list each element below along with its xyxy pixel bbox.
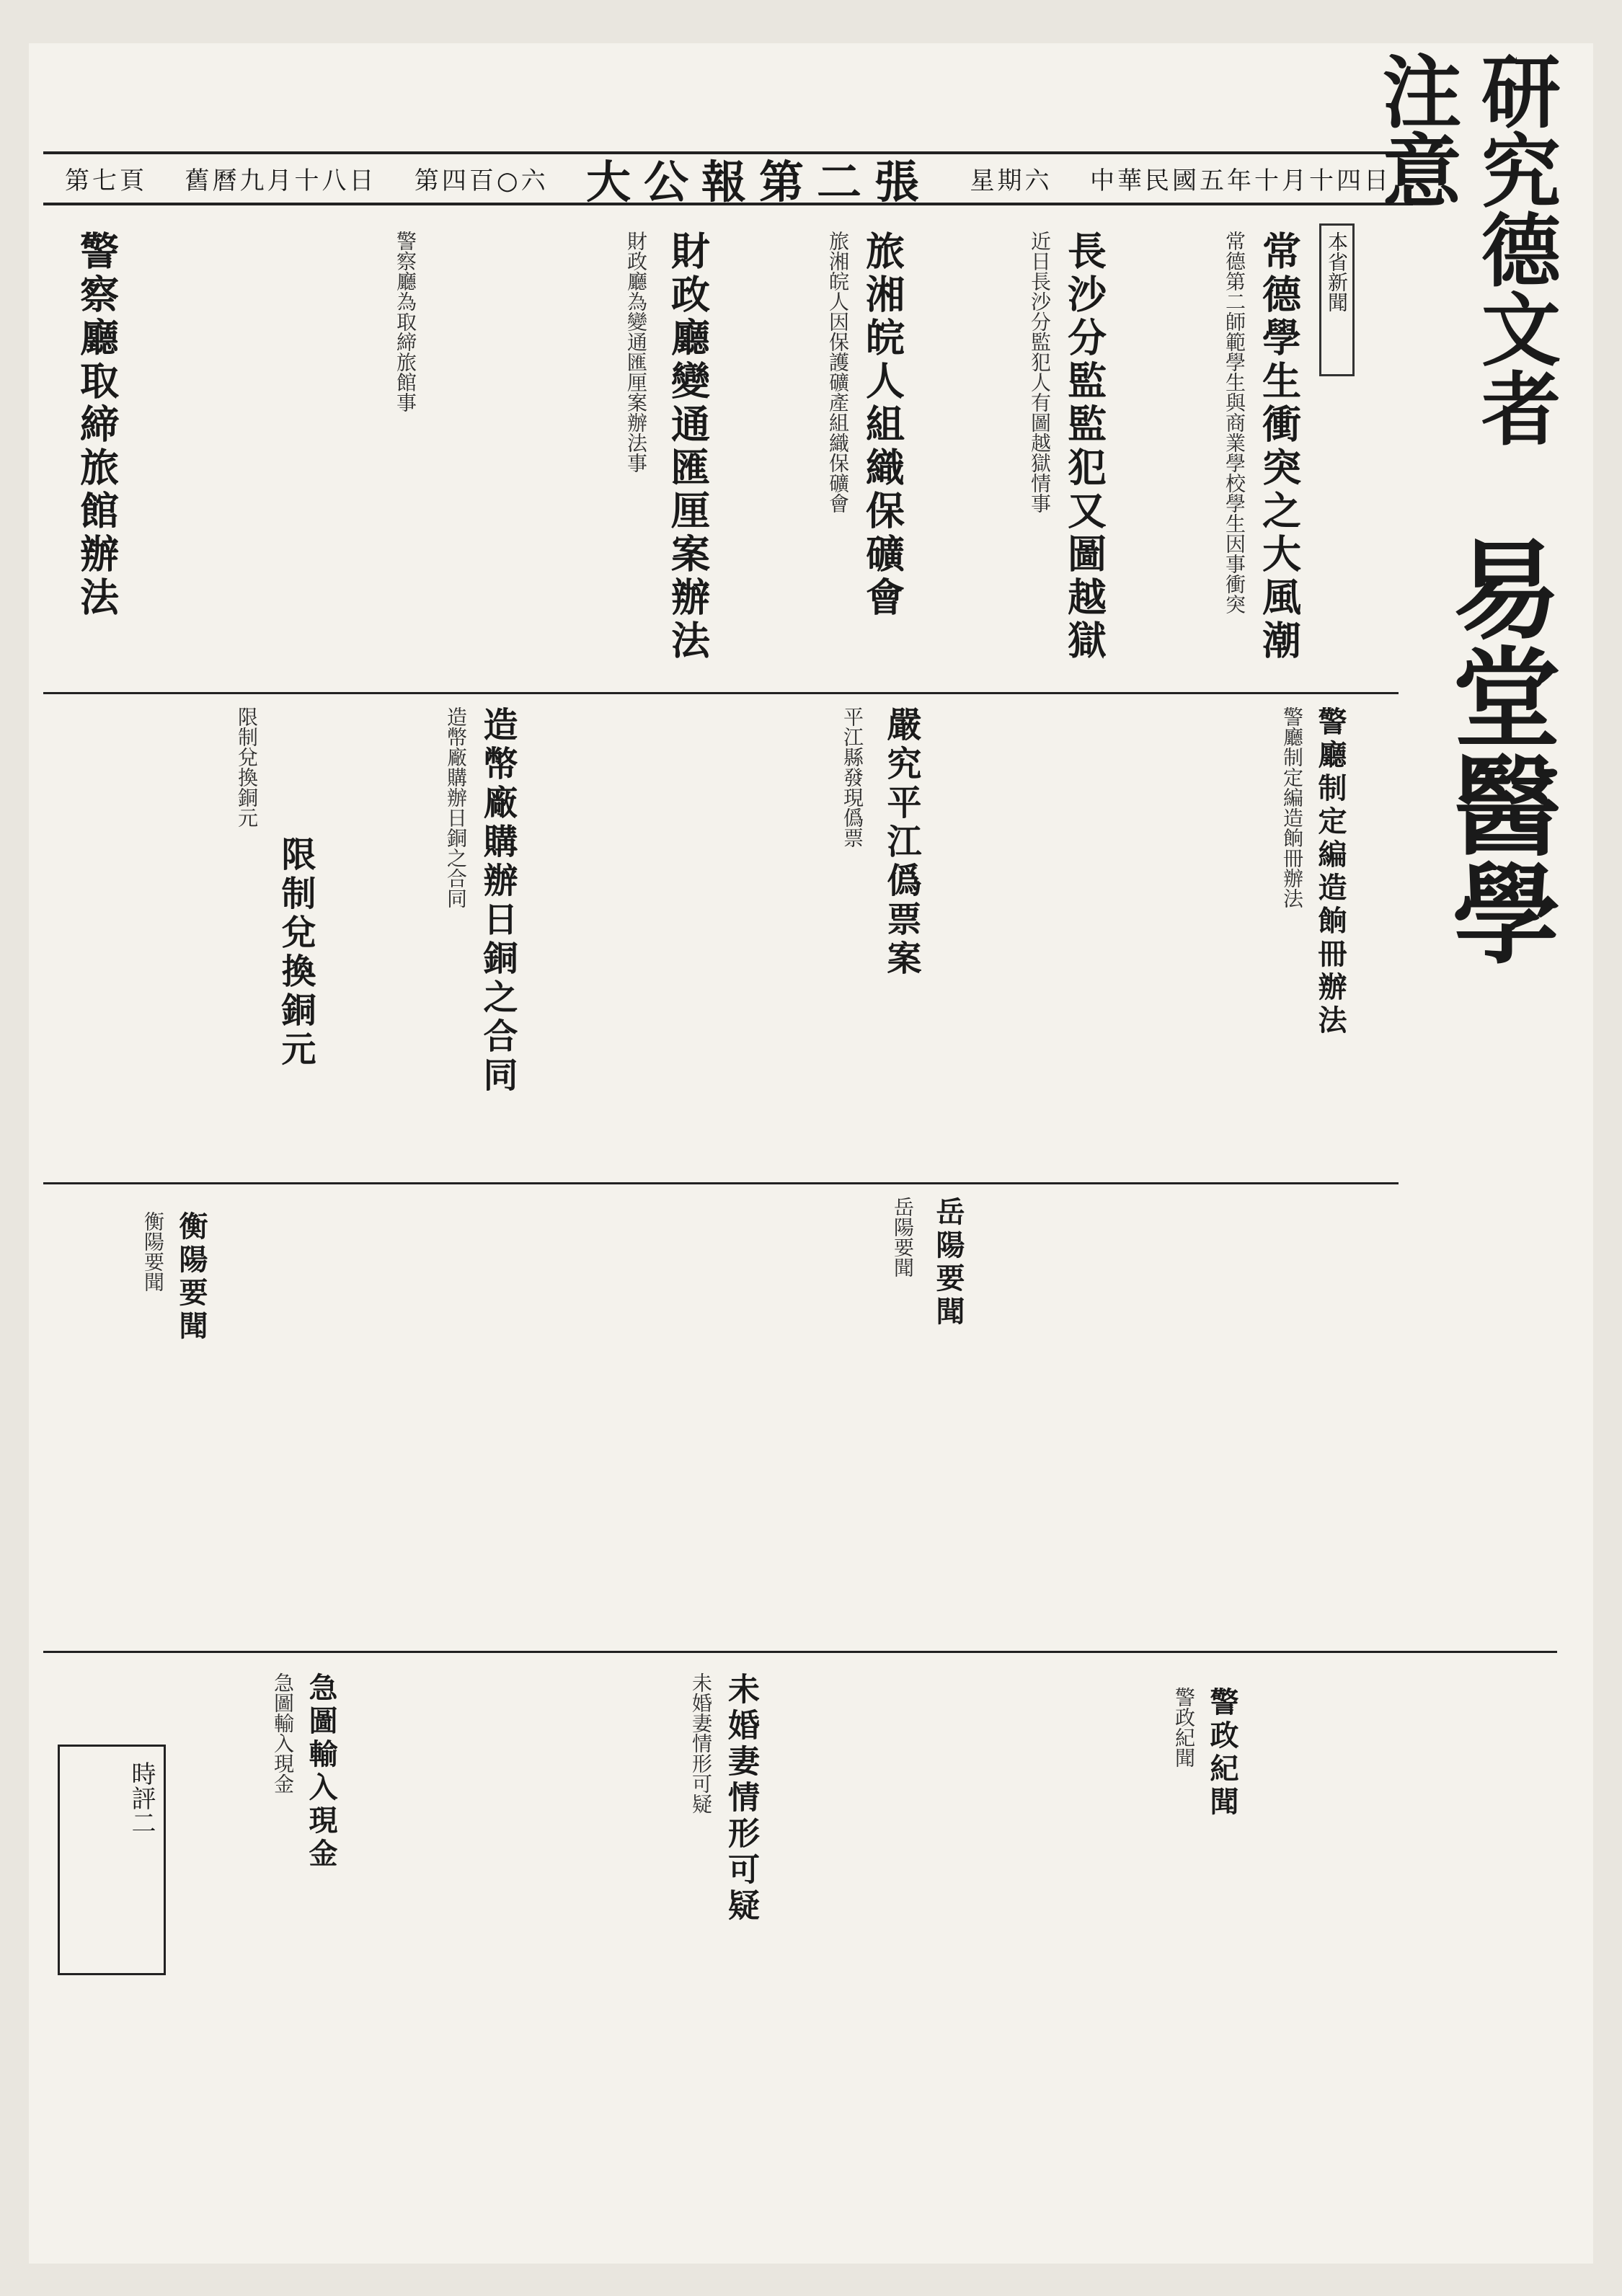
roc-date: 中華民國五年十月十四日	[1089, 167, 1391, 195]
headline-9: 警廳制定編造餉冊辦法	[1313, 706, 1347, 1038]
article-9-body: 警廳制定編造餉冊辦法	[1280, 706, 1304, 908]
headline-8: 限制兌換銅元	[275, 836, 316, 1070]
article-5-body: 警察廳為取締旅館事	[394, 231, 417, 412]
ad-german-title: 研究德文者注意	[1369, 50, 1561, 447]
headline-13: 未婚妻情形可疑	[722, 1672, 759, 1925]
divider	[43, 1651, 1557, 1653]
article-2-body: 近日長沙分監犯人有圖越獄情事	[1028, 231, 1052, 513]
article-13-body: 未婚妻情形可疑	[689, 1672, 713, 1814]
ad-medicine-title: 易堂醫學	[1434, 533, 1561, 966]
headline-1: 常德學生衝突之大風潮	[1256, 231, 1303, 663]
divider	[43, 1182, 1399, 1184]
article-7-body: 造幣廠購辦日銅之合同	[444, 706, 468, 908]
masthead	[43, 151, 1413, 208]
newspaper-page	[29, 43, 1593, 2264]
page-number: 第七頁	[65, 167, 147, 195]
headline-6: 嚴究平江僞票案	[881, 706, 921, 979]
article-8-body: 限制兌換銅元	[235, 706, 259, 828]
ad-medicine	[1420, 533, 1564, 1615]
issue-number: 第四百○六	[414, 167, 549, 195]
headline-14: 急圖輸入現金	[304, 1672, 338, 1871]
article-3-body: 旅湘皖人因保護礦產組織保礦會	[826, 231, 850, 513]
headline-4: 財政廳變通匯厘案辦法	[665, 231, 712, 663]
lunar-date: 舊曆九月十八日	[185, 167, 377, 195]
article-4-body: 財政廳為變通匯厘案辦法事	[624, 231, 648, 473]
article-1-body: 常德第二師範學生與商業學校學生因事衝突	[1223, 231, 1246, 614]
paper-name: 大公報第二張	[586, 156, 933, 208]
headline-3: 旅湘皖人組織保礦會	[859, 231, 906, 620]
headline-12: 警政紀聞	[1205, 1687, 1239, 1819]
article-6-body: 平江縣發現僞票	[841, 706, 864, 848]
article-12-body: 警政紀聞	[1172, 1687, 1196, 1768]
headline-2: 長沙分監監犯又圖越獄	[1061, 231, 1108, 663]
column-label: 本省新聞	[1319, 223, 1355, 376]
headline-11: 衡陽要聞	[174, 1211, 208, 1344]
headline-5: 警察廳取締旅館辦法	[74, 231, 120, 620]
article-11-body: 衡陽要聞	[141, 1211, 165, 1292]
article-14-body: 急圖輸入現金	[271, 1672, 295, 1794]
article-10-body: 岳陽要聞	[891, 1197, 915, 1277]
divider	[43, 692, 1399, 694]
headline-7: 造幣廠購辦日銅之合同	[477, 706, 518, 1096]
headline-15: 時評二	[58, 1745, 166, 1975]
weekday: 星期六	[970, 167, 1052, 195]
headline-10: 岳陽要聞	[931, 1197, 965, 1329]
ad-german-study	[1369, 50, 1564, 512]
